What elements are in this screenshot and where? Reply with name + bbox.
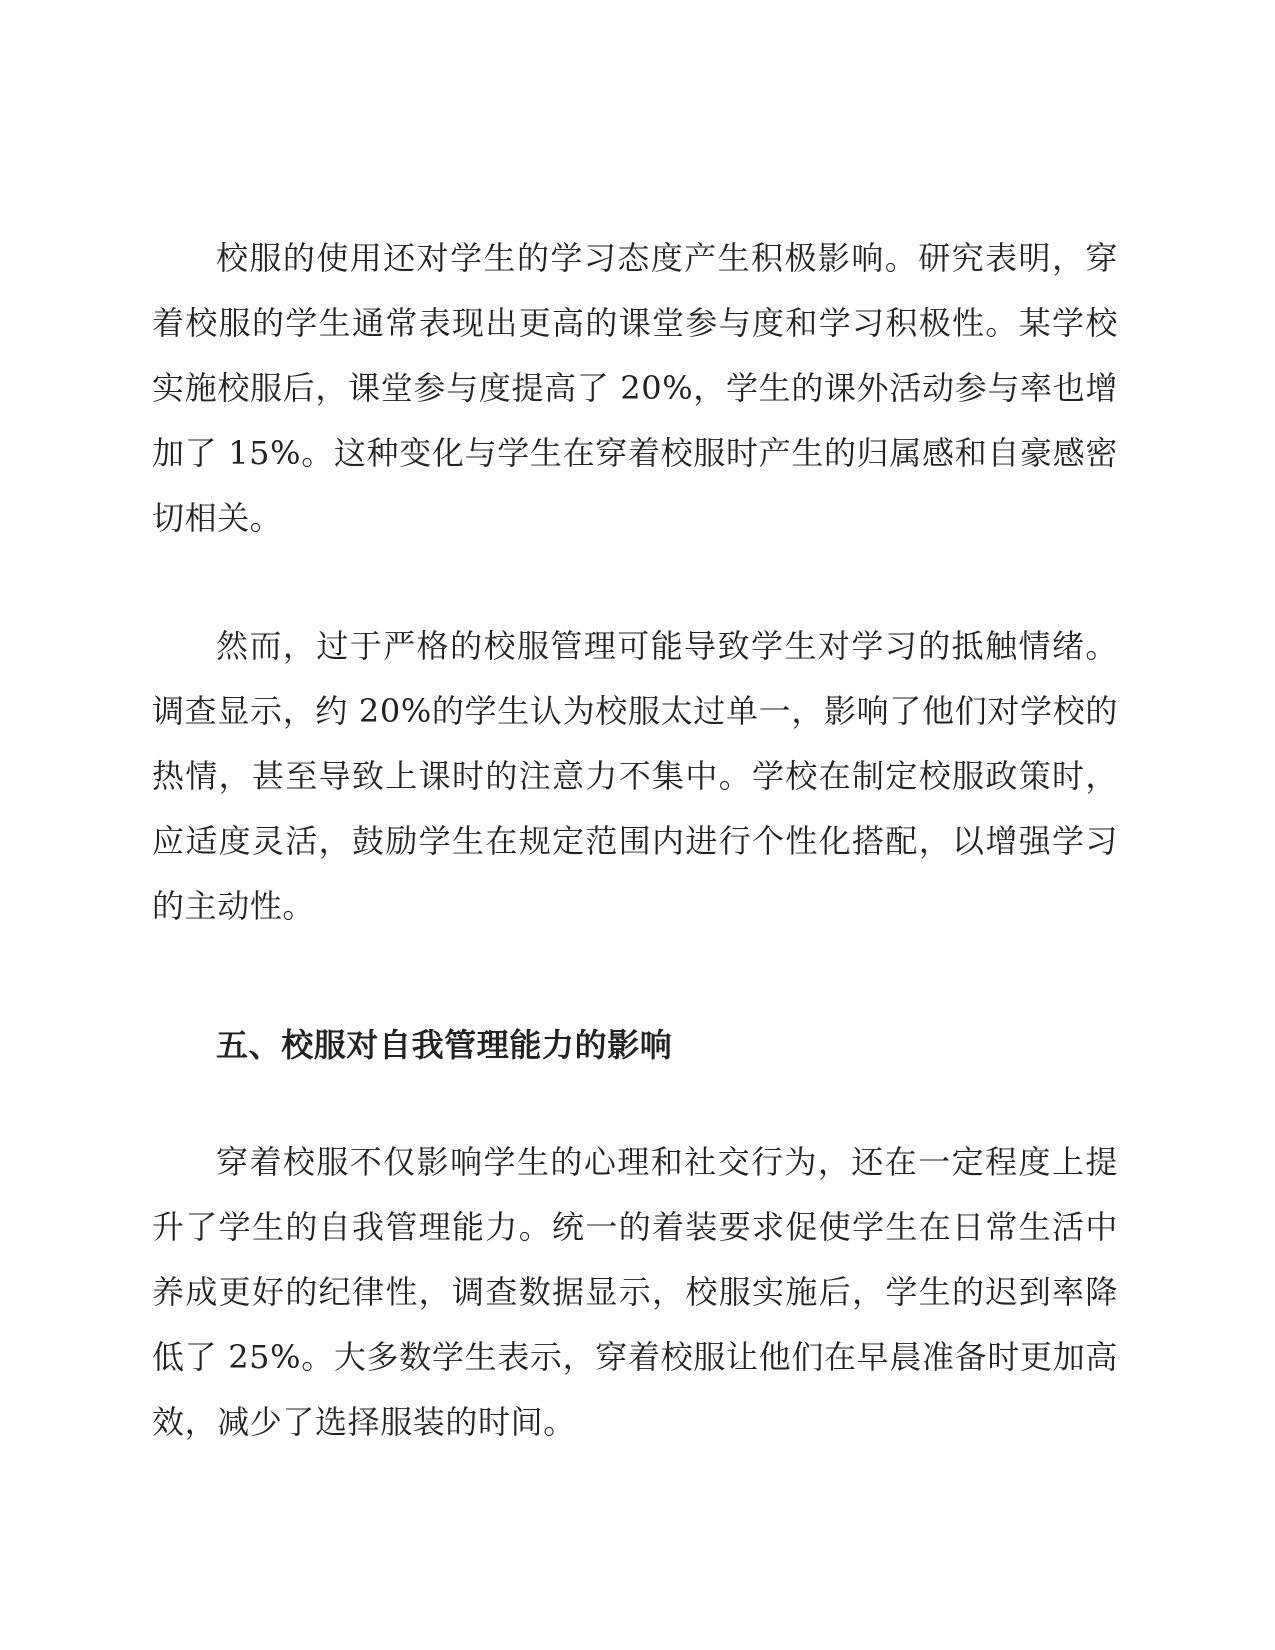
paragraph-self-management: 穿着校服不仅影响学生的心理和社交行为，还在一定程度上提升了学生的自我管理能力。统一的着装要求促使学生在日常生活中养成更好的纪律性，调查数据显示，校服实施后，学生的迟到率降低了 25%。大多数学生表示，穿着校服让他们在早晨准备时更加高效，减少了选择服装的时间。 xyxy=(152,1143,1118,1441)
paragraph-learning-attitude: 校服的使用还对学生的学习态度产生积极影响。研究表明，穿着校服的学生通常表现出更高的课堂参与度和学习积极性。某学校实施校服后，课堂参与度提高了 20%，学生的课外活动参与率也增加了 15%。这种变化与学生在穿着校服时产生的归属感和自豪感密切相关。 xyxy=(152,239,1118,537)
section-heading: 五、校服对自我管理能力的影响 xyxy=(216,1026,673,1064)
paragraph-strict-management: 然而，过于严格的校服管理可能导致学生对学习的抵触情绪。调查显示，约 20%的学生认为校服太过单一，影响了他们对学校的热情，甚至导致上课时的注意力不集中。学校在制定校服政策时，应适度灵活，鼓励学生在规定范围内进行个性化搭配，以增强学习的主动性。 xyxy=(152,627,1118,925)
